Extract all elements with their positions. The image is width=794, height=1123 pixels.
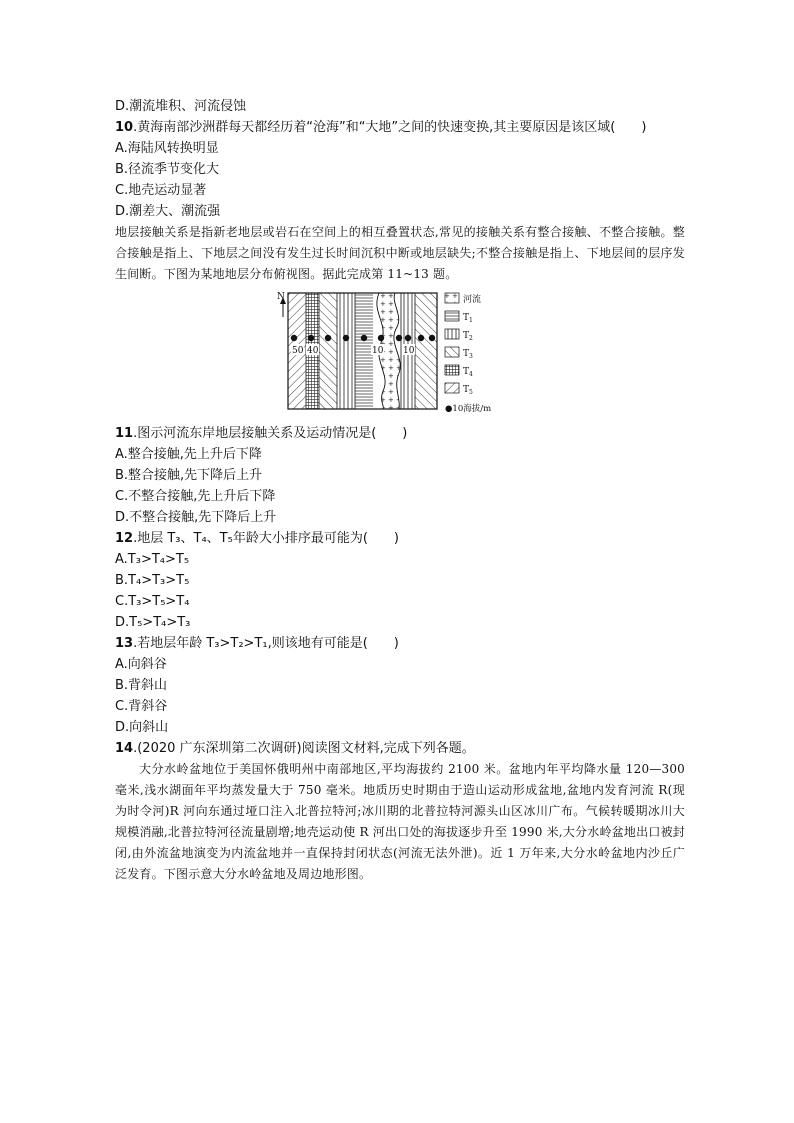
question-11 xyxy=(115,423,685,444)
band-T3-west xyxy=(319,293,337,409)
legend-elevation-dot-label: ●10海拔/m xyxy=(445,404,492,414)
legend-river-swatch xyxy=(445,293,459,303)
q10-option-d: D.潮差大、潮流强 xyxy=(115,204,221,219)
question-12 xyxy=(115,528,685,549)
q13-option-c: C.背斜谷 xyxy=(115,699,168,714)
elevation-label-50: 50 xyxy=(292,346,304,356)
legend-T1-swatch xyxy=(445,311,459,321)
q11-option-c: C.不整合接触,先上升后下降 xyxy=(115,489,276,504)
q11-number: 11 xyxy=(115,426,134,441)
legend-T2-swatch xyxy=(445,329,459,339)
q12-option-b: B.T₄>T₃>T₅ xyxy=(115,573,190,588)
q11-stem: .图示河流东岸地层接触关系及运动情况是( ) xyxy=(133,426,408,441)
question-10 xyxy=(115,117,685,138)
legend-T1-label: $T_1$ xyxy=(463,313,473,324)
q14-number: 14 xyxy=(115,741,134,756)
legend-T2-label: $T_2$ xyxy=(463,331,473,342)
q14-stem: .(2020 广东深圳第二次调研)阅读图文材料,完成下列各题。 xyxy=(133,741,475,756)
q12-number: 12 xyxy=(115,531,134,546)
q12-option-c: C.T₃>T₅>T₄ xyxy=(115,594,190,609)
strata-plan-figure xyxy=(115,291,685,419)
worksheet-page xyxy=(115,96,685,885)
q13-number: 13 xyxy=(115,636,134,651)
legend-T5-swatch xyxy=(445,383,459,393)
legend-T3-label: $T_3$ xyxy=(463,349,473,360)
legend-T4-label: $T_4$ xyxy=(463,367,473,378)
q9-option-d: D.潮流堆积、河流侵蚀 xyxy=(115,99,247,114)
q10-option-b: B.径流季节变化大 xyxy=(115,162,220,177)
elevation-label-10-west: 10 xyxy=(372,346,384,356)
elevation-label-10-east: 10 xyxy=(403,346,415,356)
band-T3-east xyxy=(415,293,437,409)
strata-map xyxy=(275,291,535,417)
band-T2-west xyxy=(337,293,355,409)
legend-T5-label: $T_5$ xyxy=(463,385,473,396)
q10-option-c: C.地壳运动显著 xyxy=(115,183,207,198)
q13-option-b: B.背斜山 xyxy=(115,678,168,693)
q13-option-a: A.向斜谷 xyxy=(115,657,167,672)
north-label: N xyxy=(277,292,285,302)
elevation-label-40: 40 xyxy=(307,346,319,356)
legend-T3-swatch xyxy=(445,347,459,357)
q13-stem: .若地层年龄 T₃>T₂>T₁,则该地有可能是( ) xyxy=(133,636,399,651)
q12-stem: .地层 T₃、T₄、T₅年龄大小排序最可能为( ) xyxy=(133,531,399,546)
question-13 xyxy=(115,633,685,654)
q12-option-d: D.T₅>T₄>T₃ xyxy=(115,615,191,630)
q10-number: 10 xyxy=(115,120,134,135)
q13-option-d: D.向斜山 xyxy=(115,720,169,735)
band-T1-west xyxy=(355,293,373,409)
passage-14: 大分水岭盆地位于美国怀俄明州中南部地区,平均海拔约 2100 米。盆地内年平均降水量 120—300 毫米,浅水湖面年平均蒸发量大于 750 毫米。地质历史时期由于造山运动形成盆地,盆地内发育河流 R(现为时令河)R 河向东通过垭口注入北普拉特河;冰川期的北普拉特河源头山区冰川广布。气候转暖期冰川大规模消融,北普拉特河径流量剧增;地壳运动使 R 河出口处的海拔逐步升至 1990 米,大分水岭盆地出口被封闭,由外流盆地演变为内流盆地并一直保持封闭状态(河流无法外泄)。近 1 万年来,大分水岭盆地内沙丘广泛发育。下图示意大分水岭盆地及周边地形图。 xyxy=(115,762,685,881)
north-arrow-icon xyxy=(277,292,286,317)
q12-option-a: A.T₃>T₄>T₅ xyxy=(115,552,190,567)
passage-11-13: 地层接触关系是指新老地层或岩石在空间上的相互叠置状态,常见的接触关系有整合接触、不整合接触。整合接触是指上、下地层之间没有发生过长时间沉积中断或地层缺失;不整合接触是指上、下地层间的层序发生间断。下图为某地地层分布俯视图。据此完成第 11~13 题。 xyxy=(115,225,685,281)
q10-stem: .黄海南部沙洲群每天都经历着“沧海”和“大地”之间的快速变换,其主要原因是该区域( ) xyxy=(133,120,647,135)
legend-river-label: 河流 xyxy=(463,295,482,305)
legend-T4-swatch xyxy=(445,365,459,375)
q11-option-a: A.整合接触,先上升后下降 xyxy=(115,447,262,462)
q11-option-d: D.不整合接触,先下降后上升 xyxy=(115,510,277,525)
q10-option-a: A.海陆风转换明显 xyxy=(115,141,219,156)
question-14 xyxy=(115,738,685,759)
q11-option-b: B.整合接触,先下降后上升 xyxy=(115,468,263,483)
map-legend xyxy=(445,293,491,414)
